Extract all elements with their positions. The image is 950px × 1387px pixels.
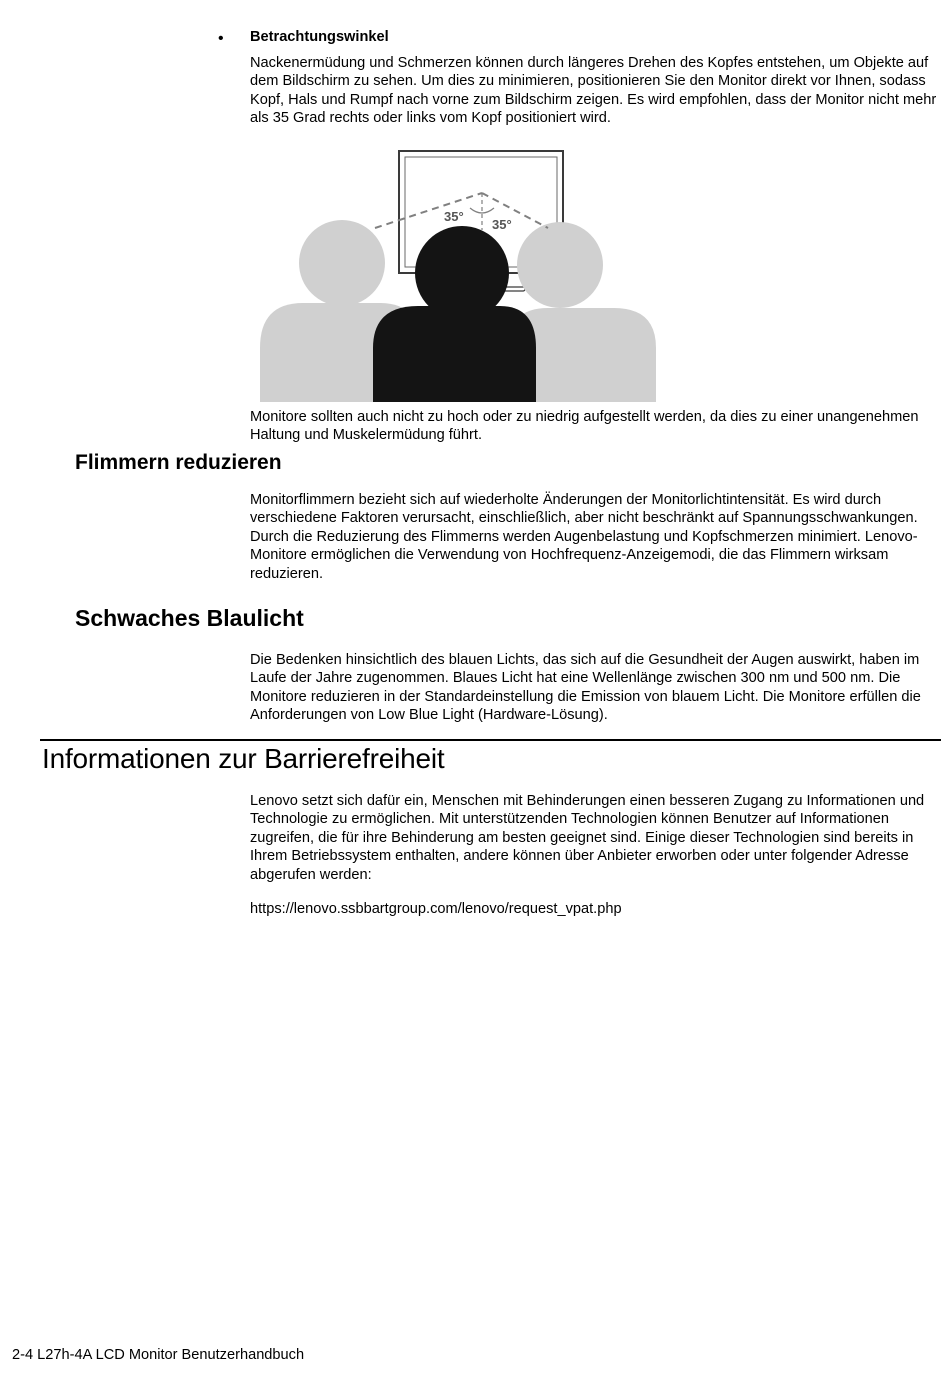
viewing-angle-paragraph: Nackenermüdung und Schmerzen können durch längeres Drehen des Kopfes entstehen, um Objekte auf dem Bildschirm zu sehen. Um dies zu minimieren, positionieren Sie den Monitor direkt vor Ihnen, sodass Kopf, Hals und Rumpf nach vorne zum Bildschirm zeigen. Es wird empfohlen, dass der Monitor nicht mehr als 35 Grad rechts oder links vom Kopf positioniert wird. <box>250 55 937 127</box>
page-footer <box>12 1347 304 1363</box>
angle-right-label: 35° <box>492 217 512 232</box>
viewing-angle-title: Betrachtungswinkel <box>250 29 389 45</box>
accessibility-paragraph: Lenovo setzt sich dafür ein, Menschen mit Behinderungen einen besseren Zugang zu Informationen und Technologie zu ermöglichen. Mit unterstützenden Technologien können Benutzer auf Informationen zugreifen, die für ihre Behinderung am besten geeignet sind. Einige dieser Technologien sind bereits in Ihrem Betriebssystem enthalten, andere können über Anbieter erworben oder unter folgender Adresse abgerufen werden: <box>250 793 925 883</box>
section-divider <box>40 739 941 741</box>
flicker-paragraph: Monitorflimmern bezieht sich auf wiederholte Änderungen der Monitorlichtintensität. Es wird durch verschiedene Faktoren verursacht, einschließlich, aber nicht beschränkt auf Spannungsschwankungen. Durch die Reduzierung des Flimmerns werden Augenbelastung und Kopfschmerzen minimiert. Lenovo-Monitore ermöglichen die Verwendung von Hochfrequenz-Anzeigemodi, die das Flimmern wirksam reduzieren. <box>250 492 918 582</box>
viewing-angle-figure <box>258 148 658 404</box>
viewing-angle-after-figure: Monitore sollten auch nicht zu hoch oder zu niedrig aufgestellt werden, da dies zu einer unangenehmen Haltung und Muskelermüdung führt. <box>250 409 919 444</box>
angle-left-label: 35° <box>444 209 464 224</box>
blue-light-paragraph: Die Bedenken hinsichtlich des blauen Lichts, das sich auf die Gesundheit der Augen auswirkt, haben im Laufe der Jahre zugenommen. Blaues Licht hat eine Wellenlänge zwischen 300 nm und 500 nm. Die Monitore reduzieren in der Standardeinstellung die Emission von blauem Licht. Die Monitore erfüllen die Anforderungen von Low Blue Light (Hardware-Lösung). <box>250 652 921 724</box>
accessibility-heading: Informationen zur Barrierefreiheit <box>42 743 445 774</box>
manual-title: L27h-4A LCD Monitor Benutzerhandbuch <box>37 1347 305 1363</box>
accessibility-url[interactable]: https://lenovo.ssbbartgroup.com/lenovo/request_vpat.php <box>250 901 622 917</box>
bullet-icon: • <box>218 30 224 47</box>
blue-light-heading: Schwaches Blaulicht <box>75 605 304 631</box>
page-number: 2-4 <box>12 1347 34 1363</box>
flicker-heading: Flimmern reduzieren <box>75 451 282 474</box>
